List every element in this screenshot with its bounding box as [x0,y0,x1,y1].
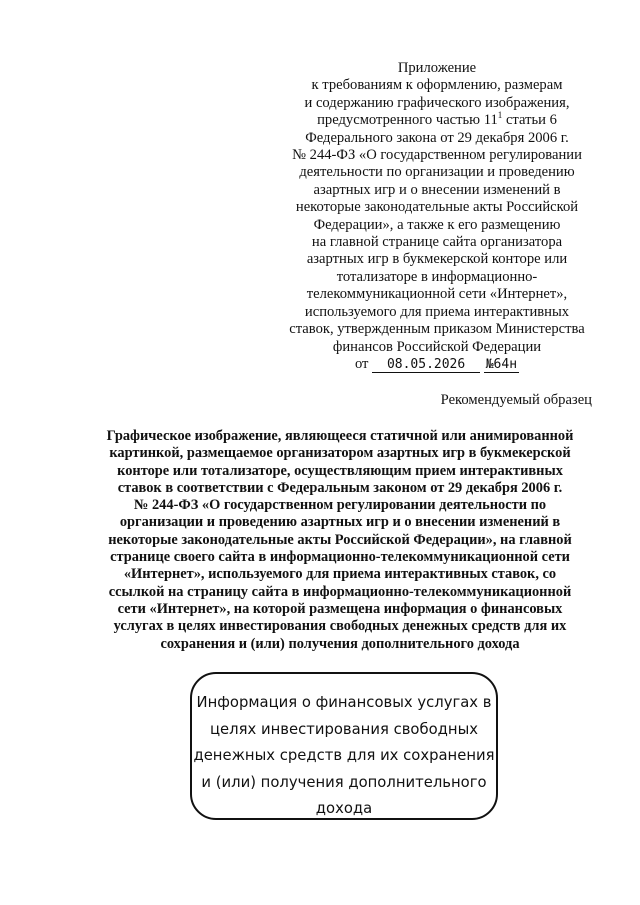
heading-line: некоторые законодательные акты Российской Федерации», на главной [108,531,572,548]
superscript: 1 [497,110,503,121]
heading-line: сети «Интернет», на которой размещена информация о финансовых [117,600,563,617]
appendix-line: азартных игр в букмекерской конторе или [306,251,568,268]
appendix-title: Приложение [397,60,477,76]
heading-line: ссылкой на страницу сайта в информационно-телекоммуникационной [108,583,572,600]
heading-line: конторе или тотализаторе, осуществляющим прием интерактивных [117,462,563,479]
heading-line: услугах в целях инвестирования свободных денежных средств для их [113,618,567,635]
appendix-line: некоторые законодательные акты Российской [295,199,579,216]
heading-line: № 244-ФЗ «О государственном регулировании деятельности по [133,497,547,514]
appendix-line: ставок, утвержденным приказом Министерства [289,321,585,338]
info-box-line: дохода [315,800,373,818]
info-box-line: целях инвестирования свободных [209,720,479,738]
order-date: 08.05.2026 [372,357,480,373]
info-box-line: денежных средств для их сохранения [193,747,495,765]
appendix-line: на главной странице сайта организатора [311,234,563,251]
order-reference [272,356,602,373]
appendix-line-part: статьи 6 [502,112,557,129]
appendix-line: деятельности по организации и проведению [299,164,575,181]
appendix-line: финансов Российской Федерации [332,338,542,355]
appendix-line: № 244-ФЗ «О государственном регулировании [292,147,582,164]
heading-line: сохранения и (или) получения дополнительного дохода [160,635,520,652]
appendix-line: азартных игр и о внесении изменений в [313,181,561,198]
heading-line: Графическое изображение, являющееся статичной или анимированной [106,428,574,444]
appendix-line: к требованиям к оформлению, размерам [311,77,563,94]
appendix-line: используемого для приема интерактивных [304,303,570,320]
financial-info-box [190,672,498,820]
heading-line: ставок в соответствии с Федеральным законом от 29 декабря 2006 г. [117,479,563,496]
heading-line: организации и проведению азартных игр и о внесении изменений в [119,514,561,531]
appendix-line: тотализаторе в информационно- [336,268,538,285]
appendix-line-part: предусмотренного частью 11 [317,112,498,129]
appendix-line-with-superscript [272,112,602,129]
heading-line: странице своего сайта в информационно-телекоммуникационной сети [110,549,570,566]
appendix-line: и содержанию графического изображения, [304,94,570,111]
appendix-line: телекоммуникационной сети «Интернет», [306,286,568,303]
order-number: №64н [485,356,518,372]
heading-line: «Интернет», используемого для приема интерактивных ставок, со [123,566,557,583]
document-heading [70,428,610,653]
appendix-line: Федерального закона от 29 декабря 2006 г. [305,129,569,146]
order-prefix: от [354,355,369,372]
info-box-line: и (или) получения дополнительного [201,773,487,791]
appendix-block [272,60,602,373]
info-box-line: Информация о финансовых услугах в [196,694,492,711]
appendix-line: Федерации», а также к его размещению [313,216,561,233]
recommended-sample-label: Рекомендуемый образец [440,392,592,408]
heading-line: картинкой, размещаемое организатором азартных игр в букмекерской [109,445,571,462]
